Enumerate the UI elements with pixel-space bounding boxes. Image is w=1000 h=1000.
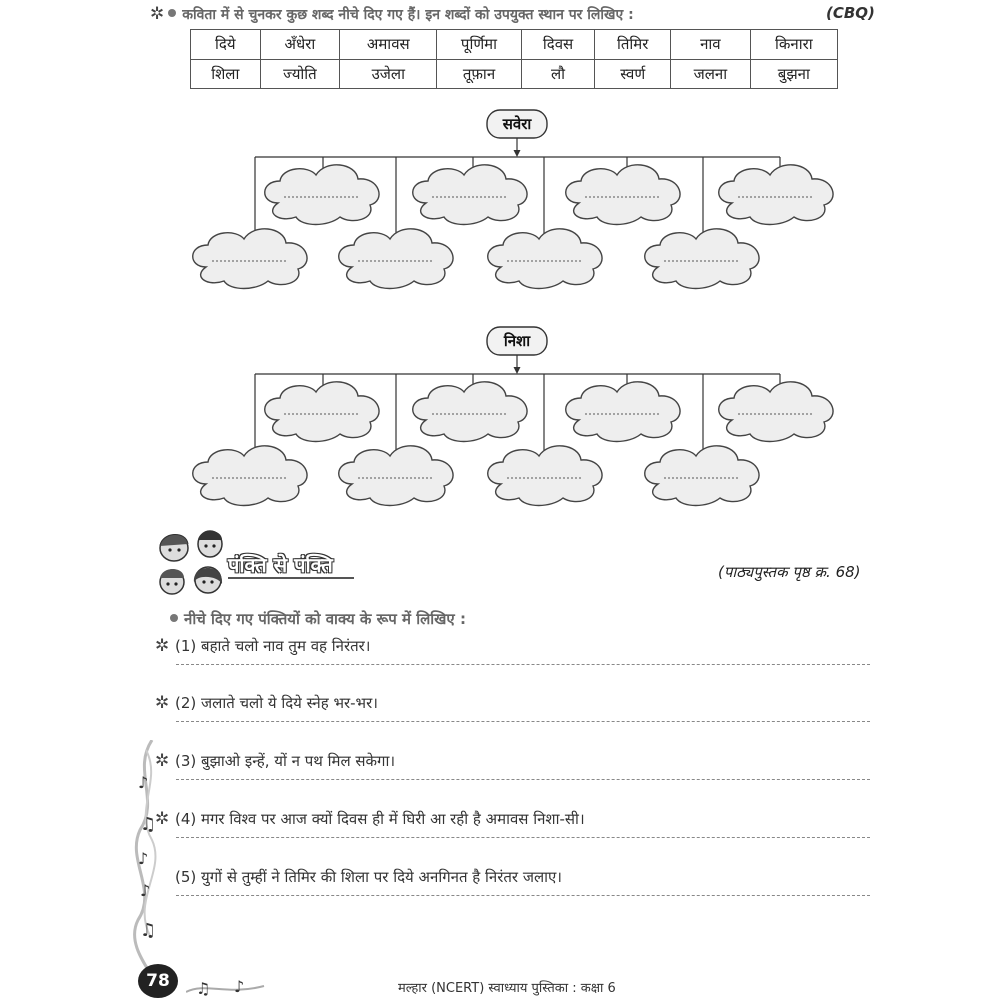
svg-text:♪: ♪ [140,881,151,900]
answer-cloud[interactable] [645,229,759,289]
answer-cloud[interactable] [645,446,759,506]
sub-instruction [166,609,466,629]
word-cell: तूफ़ान [437,59,521,89]
svg-text:♪: ♪ [234,977,245,996]
word-cell: उजेला [340,59,437,89]
answer-cloud[interactable] [339,229,453,289]
word-cell: दिवस [521,30,595,60]
answer-cloud[interactable] [265,165,379,225]
word-cell: नाव [671,30,751,60]
answer-cloud[interactable] [719,165,833,225]
answer-cloud[interactable] [488,229,602,289]
answer-line[interactable] [176,779,870,780]
textbook-reference: (पाठ्यपुस्तक पृष्ठ क्र. 68) [718,563,861,581]
svg-text:♫: ♫ [196,979,211,998]
page-number: 78 [138,964,178,998]
section-underline [228,577,354,579]
star-marker: ✲ [155,751,170,771]
word-cell: ज्योति [260,59,340,89]
instruction-label: कविता में से चुनकर कुछ शब्द नीचे दिए गए हैं। इन शब्दों को उपयुक्त स्थान पर लिखिए : [182,7,634,23]
star-marker: ✲ [155,636,170,656]
answer-cloud[interactable] [413,165,527,225]
answer-cloud[interactable] [193,446,307,506]
diagram-nisha [193,327,833,506]
word-cell: पूर्णिमा [437,30,521,60]
svg-text:♪: ♪ [138,849,149,868]
sentence-text: (4) मगर विश्व पर आज क्यों दिवस ही में घिरी आ रही है अमावस निशा-सी। [175,810,585,828]
answer-cloud[interactable] [339,446,453,506]
answer-line[interactable] [176,721,870,722]
answer-cloud[interactable] [566,165,680,225]
answer-cloud[interactable] [413,382,527,442]
word-cell: अँधेरा [260,30,340,60]
sentence-item [155,693,378,713]
word-cell: जलना [671,59,751,89]
kids-illustration-icon [152,526,232,602]
diagram-root-label: निशा [503,332,531,350]
star-marker: ✲ [150,4,165,24]
star-marker: ✲ [155,693,170,713]
word-cell: बुझना [750,59,837,89]
word-cell: अमावस [340,30,437,60]
answer-cloud[interactable] [265,382,379,442]
arrowhead-icon [514,150,521,157]
sub-instruction-label: नीचे दिए गए पंक्तियों को वाक्य के रूप में लिखिए : [184,610,466,628]
answer-cloud[interactable] [193,229,307,289]
sentence-text: (2) जलाते चलो ये दिये स्नेह भर-भर। [175,694,378,712]
word-cell: स्वर्ण [595,59,671,89]
section-title: पंक्ति से पंक्ति [228,553,333,577]
music-notes-decoration-icon [122,740,166,980]
answer-cloud[interactable] [488,446,602,506]
sentence-item [155,809,585,829]
sentence-item [155,751,395,771]
answer-line[interactable] [176,664,870,665]
word-cell: दिये [191,30,261,60]
bullet-icon [170,614,178,622]
answer-cloud[interactable] [719,382,833,442]
answer-line[interactable] [176,895,870,896]
diagram-root-label: सवेरा [502,115,532,133]
sentence-text: (5) युगों से तुम्हीं ने तिमिर की शिला पर दिये अनगिनत है निरंतर जलाए। [175,868,562,886]
diagram-root [487,327,547,355]
word-cell: किनारा [750,30,837,60]
arrowhead-icon [514,367,521,374]
footer-music-notes-icon [186,972,266,998]
sentence-item [155,636,371,656]
svg-text:♫: ♫ [140,814,157,835]
word-cell: शिला [191,59,261,89]
cbq-tag: (CBQ) [826,4,875,22]
svg-text:♫: ♫ [140,920,157,941]
answer-line[interactable] [176,837,870,838]
sentence-text: (1) बहाते चलो नाव तुम वह निरंतर। [175,637,371,655]
diagram-root [487,110,547,138]
diagram-savera [193,110,833,289]
star-marker: ✲ [155,809,170,829]
svg-text:♪: ♪ [138,773,149,792]
word-cell: लौ [521,59,595,89]
footer-book-title: मल्हार (NCERT) स्वाध्याय पुस्तिका : कक्षा 6 [398,981,616,996]
answer-cloud[interactable] [566,382,680,442]
sentence-text: (3) बुझाओ इन्हें, यों न पथ मिल सकेगा। [175,752,396,770]
sentence-item [155,867,562,887]
word-cell: तिमिर [595,30,671,60]
